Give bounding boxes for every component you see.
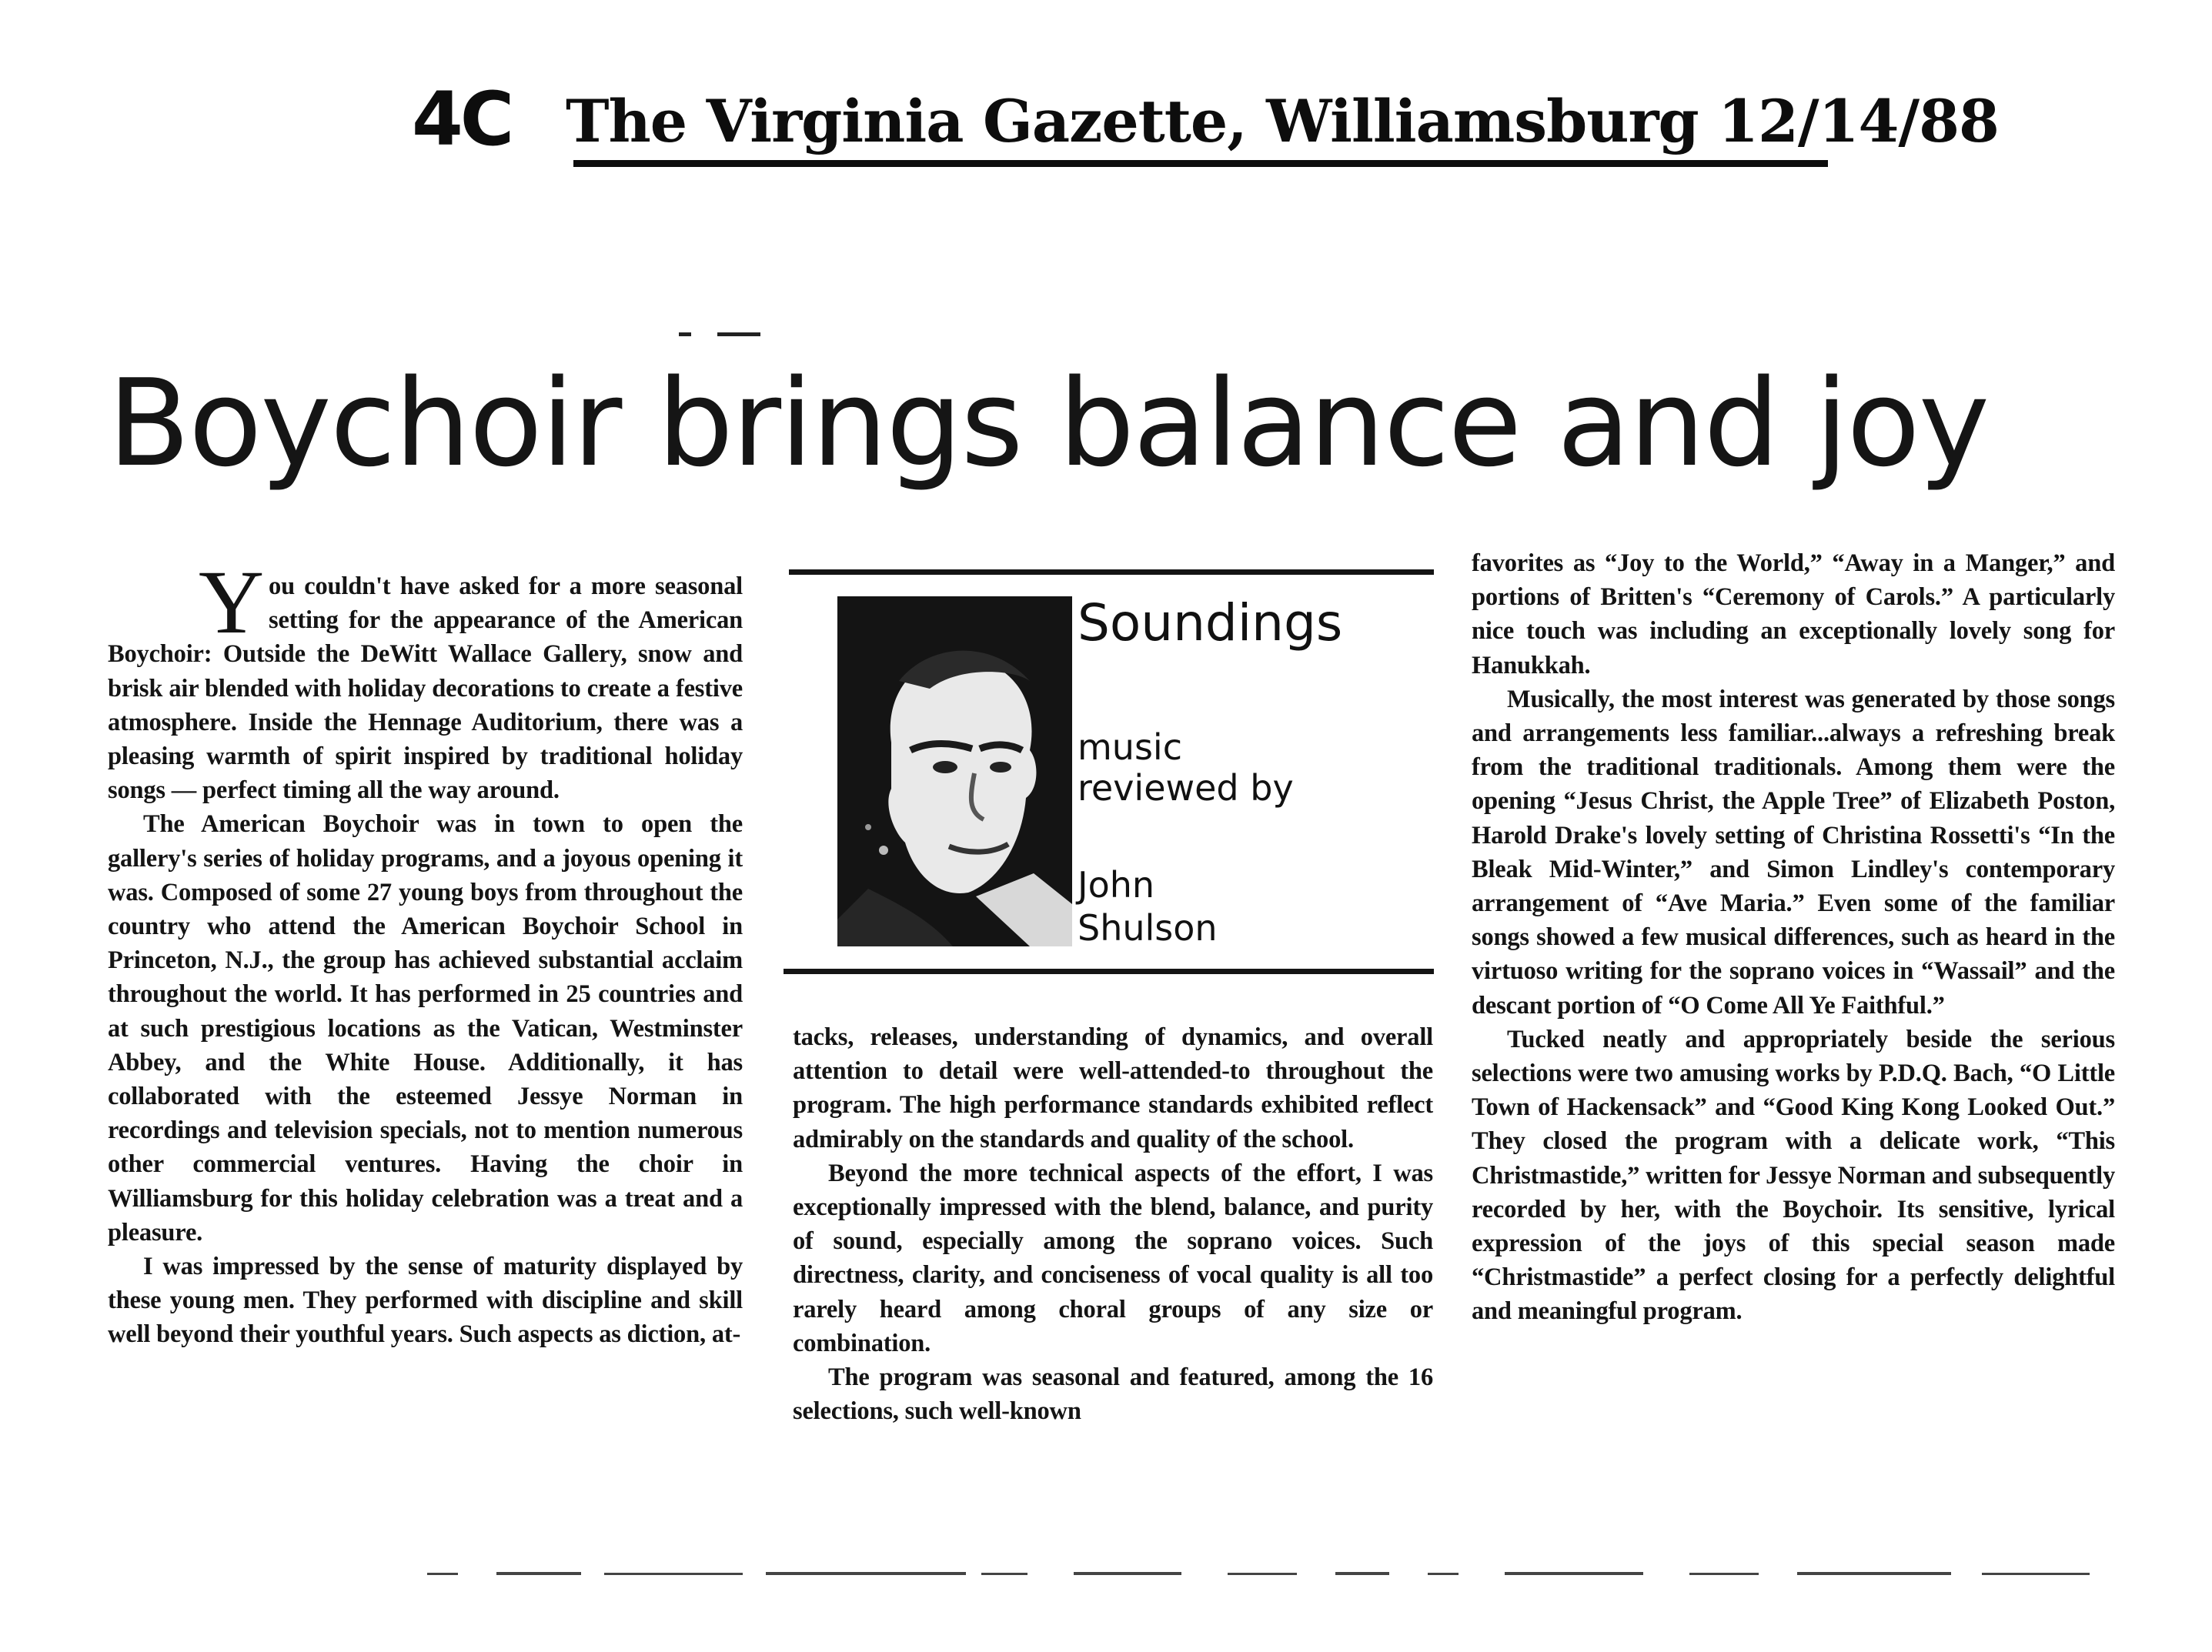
paragraph: The program was seasonal and featured, among the 16 selections, such well-known (793, 1363, 1433, 1426)
article-column-2 (793, 1020, 1433, 1428)
paragraph: You couldn't have asked for a more seasonal setting for the appearance of the American Boychoir: Outside the DeWitt Wallace Gallery, snow and brisk air blended with holiday decorations to create a festive atmosphere. Inside the Hennage Auditorium, there was a pleasing warmth of spirit inspired by traditional holiday songs — perfect timing all the way around. (108, 552, 743, 805)
article-column-3 (1472, 546, 2115, 1329)
paragraph: favorites as “Joy to the World,” “Away in a Manger,” and portions of Britten's “Ceremony of Carols.” A particularly nice touch was including an exceptionally lovely song for Hanukkah. (1472, 549, 2115, 679)
paragraph: The American Boychoir was in town to open the gallery's series of holiday programs, and a joyous opening it was. Composed of some 27 young boys from throughout the country who attend the American Boychoir School in Princeton, N.J., the group has achieved substantial acclaim throughout the world. It has performed in 25 countries and at such prestigious locations as the Vatican, Westminster Abbey, and the White House. Additionally, it has collaborated with the esteemed Jessye Norman in recordings and television specials, not to mention numerous other commercial ventures. Having the choir in Williamsburg for this holiday celebration was a treat and a pleasure. (108, 810, 743, 1247)
paper-name-date: The Virginia Gazette, Williamsburg 12/14/88 (566, 87, 1999, 155)
paragraph: Tucked neatly and appropriately beside the serious selections were two amusing works by P.D.Q. Bach, “O Little Town of Hackensack” and “Good King Kong Looked Out.” They closed the program with a delicate work, “This Christmastide,” written for Jessye Norman and subsequently recorded by her, with the Boychoir. Its sensitive, lyrical expression of the joys of this special season made “Christmastide” a perfect closing for a perfectly delightful and meaningful program. (1472, 1025, 2115, 1326)
printer-mark (679, 332, 771, 337)
box-bottom-rule (784, 969, 1434, 974)
masthead (412, 76, 1999, 169)
article-column-1 (108, 552, 743, 1352)
column-subtitle: music reviewed by (1078, 726, 1294, 809)
paragraph: Beyond the more technical aspects of the effort, I was exceptionally impressed with the blend, balance, and purity of sound, especially among the soprano voices. Such directness, clarity, and conciseness of vocal quality is all too rarely heard among choral groups of any size or combination. (793, 1159, 1433, 1357)
author-portrait-photo (837, 596, 1072, 946)
paragraph: tacks, releases, understanding of dynamics, and overall attention to detail were well-attended-to throughout the program. The high performance standards exhibited reflect admirably on the standards and quality of the school. (793, 1023, 1433, 1153)
scan-edge-noise (427, 1570, 2120, 1577)
paragraph: I was impressed by the sense of maturity displayed by these young men. They performed with discipline and skill well beyond their youthful years. Such aspects as diction, at- (108, 1253, 743, 1349)
box-top-rule (789, 569, 1434, 575)
masthead-underline (573, 160, 1828, 167)
column-author: John Shulson (1078, 864, 1218, 949)
column-title: Soundings (1078, 593, 1343, 652)
paragraph: Musically, the most interest was generated by those songs and arrangements less familiar...always a refreshing break from the traditional traditionals. Among them were the opening “Jesus Christ, the Apple Tree” of Elizabeth Poston, Harold Drake's lovely setting of Christina Rossetti's “In the Bleak Mid-Winter,” and Simon Lindley's contemporary arrangement of “Ave Maria.” Even some of the familiar songs showed a few musical differences, such as heard in the virtuoso writing for the soprano voices in “Wassail” and the descant portion of “O Come All Ye Faithful.” (1472, 685, 2115, 1020)
drop-cap: Y (199, 552, 265, 652)
page-number: 4C (412, 76, 512, 162)
headline: Boychoir brings balance and joy (108, 353, 1989, 493)
